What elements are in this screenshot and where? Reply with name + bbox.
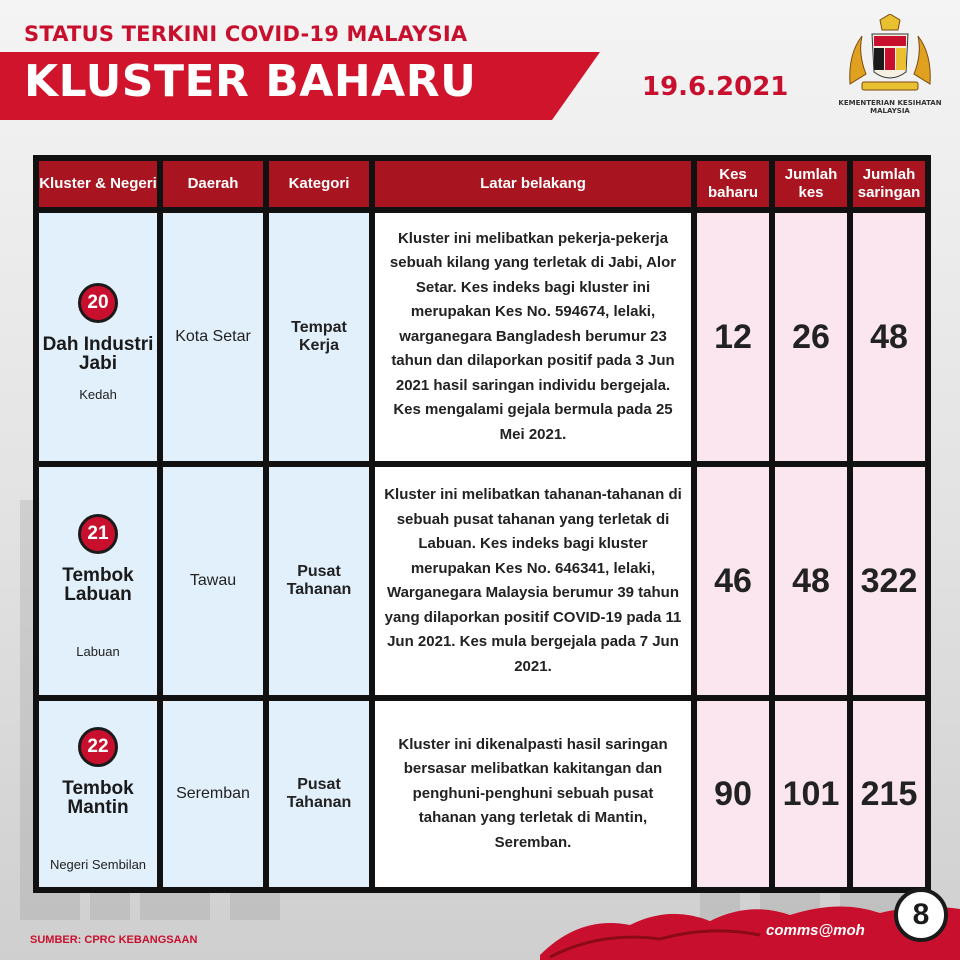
source-note: SUMBER: CPRC KEBANGSAAN (30, 934, 198, 946)
latar-belakang-cell: Kluster ini dikenalpasti hasil saringan bersasar melibatkan kakitangan dan penghuni-penghuni sebuah pusat tahanan yang terletak di Mantin, Seremban. (375, 701, 691, 887)
jumlah-kes-cell: 101 (775, 701, 847, 887)
report-date: 19.6.2021 (642, 72, 789, 102)
table-header-row (39, 161, 925, 207)
ministry-name: KEMENTERIAN KESIHATAN MALAYSIA (838, 99, 942, 115)
table-row (39, 701, 925, 887)
page-number: 8 (894, 888, 948, 942)
header-jumlah-kes: Jumlah kes (775, 161, 847, 207)
page-title: KLUSTER BAHARU (24, 56, 477, 107)
header-kategori: Kategori (269, 161, 369, 207)
coat-of-arms-icon (840, 14, 940, 94)
latar-belakang-cell: Kluster ini melibatkan pekerja-pekerja sebuah kilang yang terletak di Jabi, Alor Setar. Kes indeks bagi kluster ini merupakan Kes No. 594674, lelaki, warganegara Bangladesh berumur 23 tahun dan dilaporkan positif pada 3 Jun 2021 hasil saringan individu bergejala. Kes mengalami gejala bermula pada 25 Mei 2021. (375, 213, 691, 461)
jumlah-saringan-cell: 48 (853, 213, 925, 461)
cluster-cell (39, 213, 157, 461)
cluster-state: Negeri Sembilan (49, 856, 147, 872)
header-daerah: Daerah (163, 161, 263, 207)
cluster-table (33, 155, 931, 893)
jumlah-kes-cell: 26 (775, 213, 847, 461)
latar-belakang-cell: Kluster ini melibatkan tahanan-tahanan di sebuah pusat tahanan yang terletak di Labuan. Kes indeks bagi kluster merupakan Kes No. 646341, lelaki, Warganegara Malaysia berumur 39 tahun yang dilaporkan positif COVID-19 pada 11 Jun 2021. Kes mula bergejala pada 7 Jun 2021. (375, 467, 691, 695)
header-latar: Latar belakang (375, 161, 691, 207)
header-jumlah-saringan: Jumlah saringan (853, 161, 925, 207)
cluster-cell (39, 467, 157, 695)
kes-baharu-cell: 12 (697, 213, 769, 461)
brand-label: comms@moh (766, 922, 865, 939)
kes-baharu-cell: 90 (697, 701, 769, 887)
kategori-cell: Pusat Tahanan (269, 467, 369, 695)
kes-baharu-cell: 46 (697, 467, 769, 695)
jumlah-kes-cell: 48 (775, 467, 847, 695)
jumlah-saringan-cell: 215 (853, 701, 925, 887)
page-subtitle: STATUS TERKINI COVID-19 MALAYSIA (24, 22, 468, 46)
cluster-state: Kedah (79, 386, 117, 402)
header-kes-baharu: Kes baharu (697, 161, 769, 207)
kategori-cell: Pusat Tahanan (269, 701, 369, 887)
header-kluster: Kluster & Negeri (39, 161, 157, 207)
cluster-name: Tembok Mantin (62, 777, 134, 818)
cluster-number-badge: 20 (78, 283, 118, 323)
kategori-cell: Tempat Kerja (269, 213, 369, 461)
cluster-state: Labuan (76, 643, 120, 659)
table-row (39, 213, 925, 461)
daerah-cell: Kota Setar (163, 213, 263, 461)
cluster-number-badge: 22 (78, 727, 118, 767)
cluster-cell (39, 701, 157, 887)
table-row (39, 467, 925, 695)
daerah-cell: Seremban (163, 701, 263, 887)
cluster-name: Tembok Labuan (62, 564, 134, 605)
cluster-name: Dah Industri Jabi (42, 333, 154, 374)
daerah-cell: Tawau (163, 467, 263, 695)
jumlah-saringan-cell: 322 (853, 467, 925, 695)
cluster-number-badge: 21 (78, 514, 118, 554)
